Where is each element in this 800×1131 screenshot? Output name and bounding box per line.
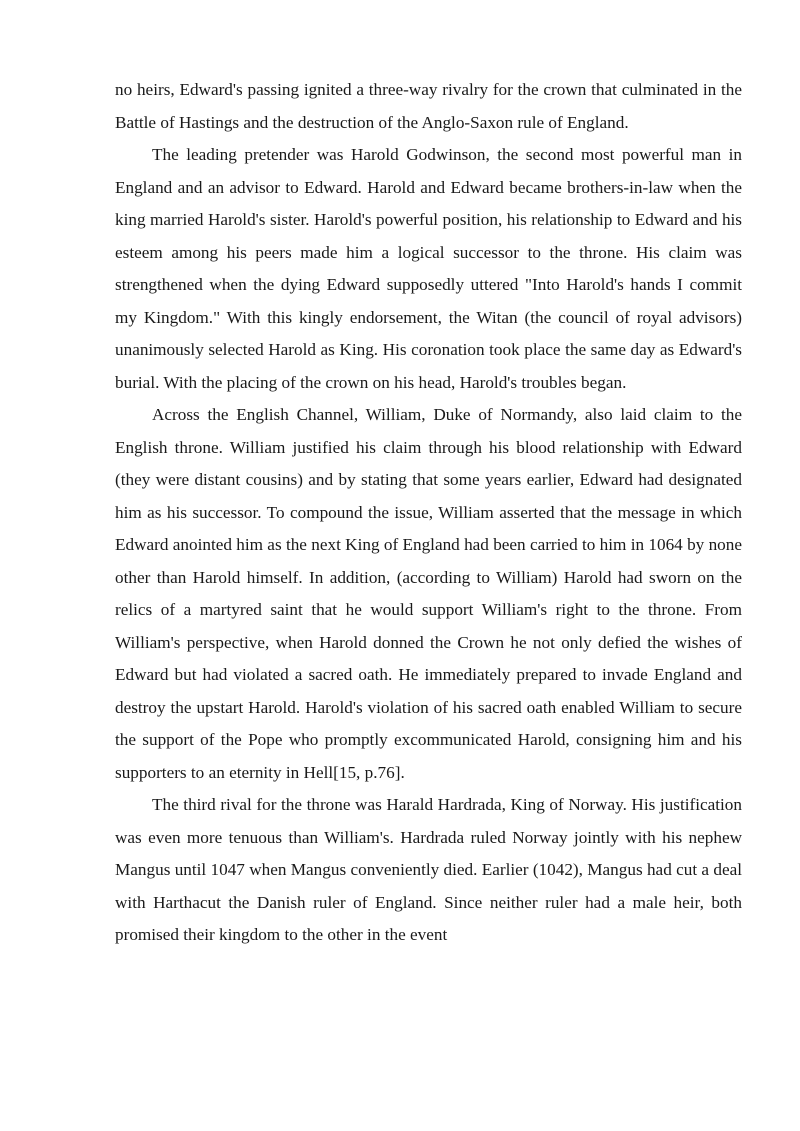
paragraph-william: Across the English Channel, William, Duke of Normandy, also laid claim to the English throne. William justified his claim through his blood relationship with Edward (they were distant cousins) and by stating that some years earlier, Edward had designated him as his successor. To compound the issue, William asserted that the message in which Edward anointed him as the next King of England had been carried to him in 1064 by none other than Harold himself. In addition, (according to William) Harold had sworn on the relics of a martyred saint that he would support William's right to the throne. From William's perspective, when Harold donned the Crown he not only defied the wishes of Edward but had violated a sacred oath. He immediately prepared to invade England and destroy the upstart Harold. Harold's violation of his sacred oath enabled William to secure the support of the Pope who promptly excommunicated Harold, consigning him and his supporters to an eternity in Hell[15, p.76]. (115, 405, 742, 782)
body-text (115, 74, 742, 952)
paragraph-hardrada: The third rival for the throne was Harald Hardrada, King of Norway. His justification was even more tenuous than William's. Hardrada ruled Norway jointly with his nephew Mangus until 1047 when Mangus conveniently died. Earlier (1042), Mangus had cut a deal with Harthacut the Danish ruler of England. Since neither ruler had a male heir, both promised their kingdom to the other in the event (115, 795, 742, 944)
paragraph-continuation: no heirs, Edward's passing ignited a three-way rivalry for the crown that culminated in the Battle of Hastings and the destruction of the Anglo-Saxon rule of England. (115, 80, 742, 132)
paragraph-harold: The leading pretender was Harold Godwinson, the second most powerful man in England and an advisor to Edward. Harold and Edward became brothers-in-law when the king married Harold's sister. Harold's powerful position, his relationship to Edward and his esteem among his peers made him a logical successor to the throne. His claim was strengthened when the dying Edward supposedly uttered "Into Harold's hands I commit my Kingdom." With this kingly endorsement, the Witan (the council of royal advisors) unanimously selected Harold as King. His coronation took place the same day as Edward's burial. With the placing of the crown on his head, Harold's troubles began. (115, 145, 742, 392)
